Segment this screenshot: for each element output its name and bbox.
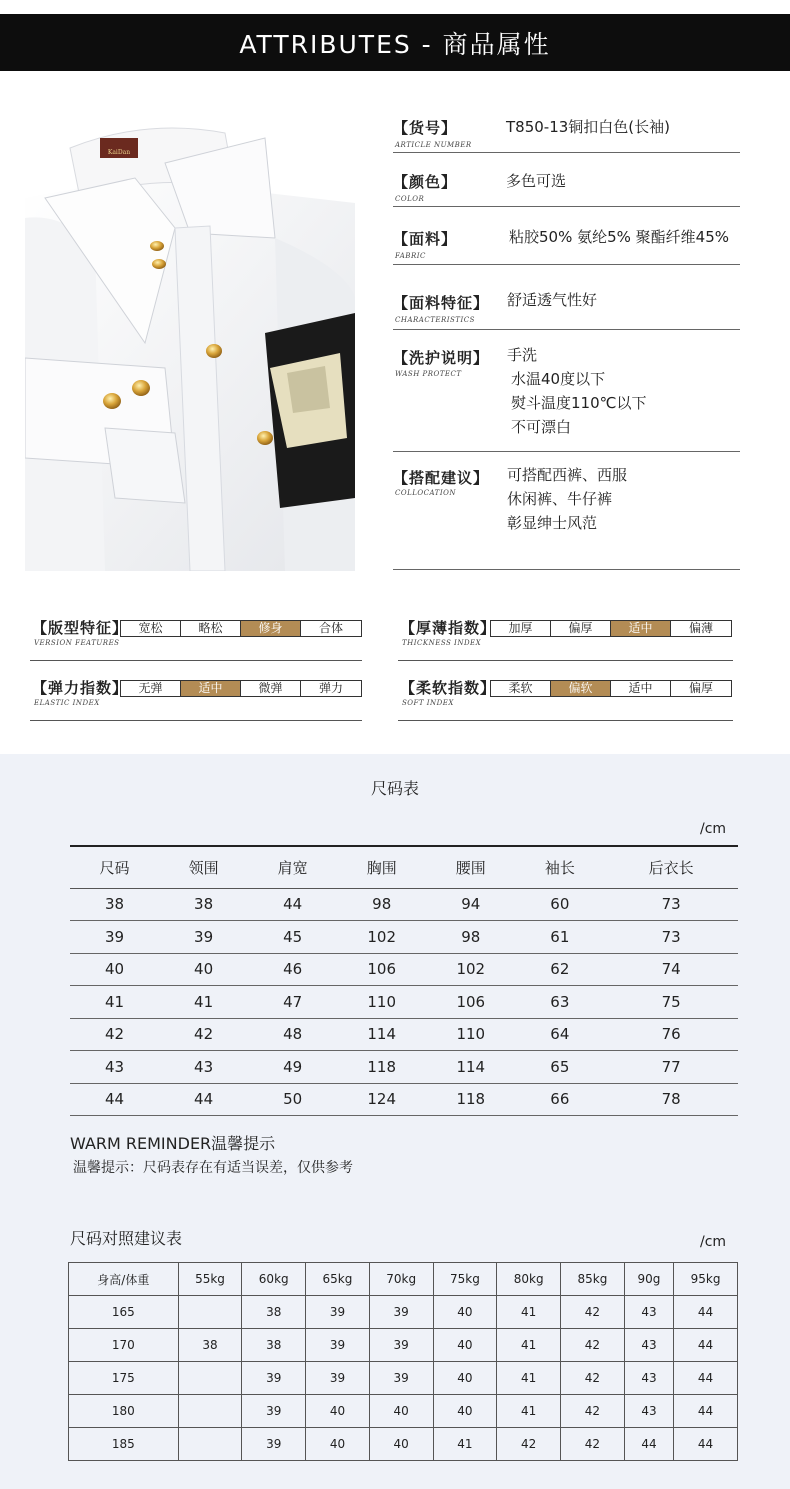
recommend-cell: 43 [624, 1296, 673, 1329]
recommend-cell: 44 [674, 1362, 738, 1395]
recommend-cell: 165 [69, 1296, 179, 1329]
recommend-cell: 40 [433, 1362, 497, 1395]
recommend-cell: 170 [69, 1329, 179, 1362]
recommend-cell: 39 [242, 1395, 306, 1428]
table-row [69, 1395, 738, 1428]
index-option: 略松 [181, 621, 241, 636]
table-row [69, 1362, 738, 1395]
size-cell: 102 [426, 953, 515, 986]
size-cell: 106 [337, 953, 426, 986]
recommend-cell: 40 [369, 1395, 433, 1428]
index-label: 【弹力指数】 [32, 679, 129, 697]
size-cell: 124 [337, 1083, 426, 1116]
recommend-header-cell: 80kg [497, 1263, 561, 1296]
size-header-cell: 袖长 [515, 846, 604, 888]
size-cell: 98 [426, 921, 515, 954]
size-cell: 39 [70, 921, 159, 954]
recommend-cell: 42 [561, 1296, 625, 1329]
size-cell: 44 [159, 1083, 248, 1116]
size-cell: 49 [248, 1051, 337, 1084]
recommend-cell: 39 [242, 1428, 306, 1461]
size-table-header-row [70, 846, 738, 888]
collar-button-icon [152, 259, 166, 269]
recommend-cell: 41 [497, 1395, 561, 1428]
size-header-cell: 肩宽 [248, 846, 337, 888]
recommend-header-cell: 65kg [306, 1263, 370, 1296]
recommend-cell: 39 [306, 1329, 370, 1362]
size-cell: 66 [515, 1083, 604, 1116]
recommend-cell: 40 [306, 1428, 370, 1461]
index-option: 合体 [318, 621, 343, 635]
recommend-header-cell: 60kg [242, 1263, 306, 1296]
table-row [70, 1051, 738, 1084]
size-cell: 65 [515, 1051, 604, 1084]
recommend-cell: 40 [369, 1428, 433, 1461]
size-cell: 42 [70, 1018, 159, 1051]
attribute-sublabel: ARTICLE NUMBER [395, 141, 472, 149]
placket-button-icon [257, 431, 273, 445]
size-cell: 47 [248, 986, 337, 1019]
recommend-cell: 39 [242, 1362, 306, 1395]
recommend-cell [178, 1428, 242, 1461]
attribute-sublabel: FABRIC [395, 252, 426, 260]
attribute-sublabel: COLLOCATION [395, 489, 456, 497]
index-sublabel: THICKNESS INDEX [402, 639, 482, 647]
attribute-wash-protect [393, 347, 740, 452]
recommend-cell: 42 [561, 1428, 625, 1461]
attribute-value [509, 225, 729, 249]
size-cell: 38 [70, 888, 159, 921]
index-option-selected: 修身 [241, 621, 301, 636]
attribute-value-line: 不可漂白 [511, 418, 572, 436]
table-row [70, 1083, 738, 1116]
size-cell: 78 [604, 1083, 738, 1116]
size-cell: 110 [426, 1018, 515, 1051]
recommend-header-cell: 75kg [433, 1263, 497, 1296]
attribute-fabric [393, 228, 740, 265]
index-options [490, 680, 732, 697]
size-cell: 114 [337, 1018, 426, 1051]
attribute-value-line: 彰显绅士风范 [507, 514, 598, 532]
recommend-cell: 42 [561, 1329, 625, 1362]
table-row [70, 921, 738, 954]
size-cell: 110 [337, 986, 426, 1019]
index-option: 弹力 [318, 681, 343, 695]
recommend-cell: 40 [433, 1329, 497, 1362]
recommend-cell: 39 [369, 1362, 433, 1395]
recommend-cell: 42 [497, 1428, 561, 1461]
recommend-header-cell: 95kg [674, 1263, 738, 1296]
size-cell: 63 [515, 986, 604, 1019]
index-option: 加厚 [491, 621, 551, 636]
attribute-color [393, 171, 740, 207]
recommend-cell: 41 [433, 1428, 497, 1461]
size-cell: 43 [70, 1051, 159, 1084]
recommend-header-cell: 55kg [178, 1263, 242, 1296]
table-row [70, 953, 738, 986]
index-options [120, 680, 362, 697]
recommend-cell [178, 1395, 242, 1428]
recommend-cell: 41 [497, 1296, 561, 1329]
placket-button-icon [206, 344, 222, 358]
product-photo [25, 108, 355, 571]
size-header-cell: 尺码 [70, 846, 159, 888]
table-row [70, 1018, 738, 1051]
size-cell: 60 [515, 888, 604, 921]
recommend-cell [178, 1296, 242, 1329]
recommend-cell: 40 [433, 1296, 497, 1329]
size-cell: 76 [604, 1018, 738, 1051]
recommend-cell: 40 [306, 1395, 370, 1428]
size-cell: 64 [515, 1018, 604, 1051]
size-cell: 41 [70, 986, 159, 1019]
size-cell: 45 [248, 921, 337, 954]
attribute-label: 【颜色】 [393, 173, 458, 191]
attribute-label: 【货号】 [393, 119, 458, 137]
recommend-cell: 44 [674, 1428, 738, 1461]
recommend-cell: 39 [306, 1296, 370, 1329]
size-cell: 40 [159, 953, 248, 986]
size-cell: 41 [159, 986, 248, 1019]
size-cell: 44 [248, 888, 337, 921]
size-cell: 74 [604, 953, 738, 986]
size-cell: 98 [337, 888, 426, 921]
recommend-cell: 185 [69, 1428, 179, 1461]
index-option-selected: 适中 [181, 681, 241, 696]
recommend-cell: 38 [242, 1329, 306, 1362]
table-row [70, 888, 738, 921]
table-row [69, 1296, 738, 1329]
index-sublabel: ELASTIC INDEX [34, 699, 100, 707]
size-cell: 118 [337, 1051, 426, 1084]
recommend-cell: 38 [178, 1329, 242, 1362]
size-cell: 40 [70, 953, 159, 986]
recommend-cell: 39 [306, 1362, 370, 1395]
size-cell: 77 [604, 1051, 738, 1084]
section-header [0, 14, 790, 71]
index-option: 偏厚 [551, 621, 611, 636]
index-sublabel: SOFT INDEX [402, 699, 454, 707]
size-cell: 94 [426, 888, 515, 921]
recommend-header-cell: 70kg [369, 1263, 433, 1296]
index-option-selected: 适中 [611, 621, 671, 636]
attribute-label: 【洗护说明】 [393, 349, 490, 367]
size-table-title: 尺码表 [370, 779, 419, 798]
recommend-table-unit: /cm [700, 1234, 727, 1250]
attribute-value-line: 可搭配西裤、西服 [507, 466, 628, 484]
index-label: 【厚薄指数】 [400, 619, 497, 637]
size-header-cell: 领围 [159, 846, 248, 888]
size-cell: 118 [426, 1083, 515, 1116]
brand-label-text: KaiDan [107, 149, 131, 156]
recommend-cell: 38 [242, 1296, 306, 1329]
attribute-value [506, 115, 670, 139]
index-sublabel: VERSION FEATURES [34, 639, 120, 647]
size-cell: 43 [159, 1051, 248, 1084]
attribute-label: 【面料特征】 [393, 294, 490, 312]
table-row [69, 1329, 738, 1362]
attribute-sublabel: COLOR [395, 195, 425, 203]
size-cell: 61 [515, 921, 604, 954]
recommend-cell: 44 [674, 1329, 738, 1362]
recommend-table-title: 尺码对照建议表 [70, 1229, 183, 1248]
recommend-cell: 41 [497, 1329, 561, 1362]
recommend-cell: 175 [69, 1362, 179, 1395]
index-version-features [30, 617, 362, 661]
size-table-unit: /cm [700, 821, 727, 837]
recommend-cell: 180 [69, 1395, 179, 1428]
index-thickness [398, 617, 733, 661]
recommend-cell: 43 [624, 1362, 673, 1395]
attribute-value-line: 粘胶50% 氨纶5% 聚酯纤维45% [509, 228, 730, 246]
attribute-article-number [393, 117, 740, 153]
recommend-header-cell: 90g [624, 1263, 673, 1296]
recommend-cell: 43 [624, 1395, 673, 1428]
recommend-cell: 42 [561, 1395, 625, 1428]
attribute-value-line: 熨斗温度110℃以下 [511, 394, 647, 412]
attribute-value-line: 手洗 [507, 346, 538, 364]
attribute-value-line: 多色可选 [506, 172, 567, 190]
attribute-value [506, 169, 566, 193]
table-row [69, 1428, 738, 1461]
attribute-characteristics [393, 292, 740, 330]
recommend-cell: 44 [674, 1296, 738, 1329]
recommend-table [68, 1262, 738, 1461]
reminder-title: WARM REMINDER温馨提示 [70, 1134, 276, 1153]
index-label: 【柔软指数】 [400, 679, 497, 697]
size-cell: 114 [426, 1051, 515, 1084]
index-option-selected: 偏软 [551, 681, 611, 696]
attribute-value-line: 水温40度以下 [511, 370, 606, 388]
size-table [70, 845, 738, 1116]
size-cell: 75 [604, 986, 738, 1019]
recommend-cell: 40 [433, 1395, 497, 1428]
recommend-cell: 39 [369, 1329, 433, 1362]
size-header-cell: 后衣长 [604, 846, 738, 888]
size-header-cell: 腰围 [426, 846, 515, 888]
index-option: 偏薄 [688, 621, 713, 635]
size-header-cell: 胸围 [337, 846, 426, 888]
attribute-label: 【搭配建议】 [393, 469, 490, 487]
index-elastic [30, 677, 362, 721]
size-cell: 73 [604, 921, 738, 954]
size-cell: 38 [159, 888, 248, 921]
attribute-label: 【面料】 [393, 230, 458, 248]
attribute-value [507, 463, 627, 535]
recommend-cell: 39 [369, 1296, 433, 1329]
table-row [70, 986, 738, 1019]
size-cell: 102 [337, 921, 426, 954]
size-cell: 39 [159, 921, 248, 954]
cufflink-icon [132, 380, 150, 396]
recommend-cell: 43 [624, 1329, 673, 1362]
attribute-value [507, 288, 597, 312]
white-shirt-illustration [25, 108, 355, 571]
attribute-sublabel: CHARACTERISTICS [395, 316, 475, 324]
recommend-cell: 44 [624, 1428, 673, 1461]
recommend-cell: 42 [561, 1362, 625, 1395]
attribute-collocation [393, 467, 740, 570]
index-option: 宽松 [121, 621, 181, 636]
recommend-cell: 41 [497, 1362, 561, 1395]
index-label: 【版型特征】 [32, 619, 129, 637]
recommend-header-cell: 身高/体重 [69, 1263, 179, 1296]
size-cell: 50 [248, 1083, 337, 1116]
size-cell: 44 [70, 1083, 159, 1116]
reminder-text: 温馨提示：尺码表存在有适当误差，仅供参考 [73, 1160, 353, 1176]
size-cell: 42 [159, 1018, 248, 1051]
size-cell: 62 [515, 953, 604, 986]
size-cell: 73 [604, 888, 738, 921]
recommend-header-cell: 85kg [561, 1263, 625, 1296]
size-cell: 46 [248, 953, 337, 986]
recommend-cell: 44 [674, 1395, 738, 1428]
index-option: 无弹 [121, 681, 181, 696]
recommend-table-header-row [69, 1263, 738, 1296]
index-option: 微弹 [241, 681, 301, 696]
attribute-value-line: 休闲裤、牛仔裤 [507, 490, 613, 508]
section-title: ATTRIBUTES - 商品属性 [239, 29, 551, 59]
index-option: 适中 [611, 681, 671, 696]
collar-button-icon [150, 241, 164, 251]
size-cell: 106 [426, 986, 515, 1019]
attribute-value-line: 舒适透气性好 [507, 291, 598, 309]
index-options [490, 620, 732, 637]
size-cell: 48 [248, 1018, 337, 1051]
index-soft [398, 677, 733, 721]
index-option: 偏厚 [688, 681, 713, 695]
attribute-sublabel: WASH PROTECT [395, 370, 462, 378]
attribute-value [507, 343, 646, 439]
index-option: 柔软 [491, 681, 551, 696]
attribute-value-line: T850-13铜扣白色(长袖) [506, 118, 670, 136]
recommend-cell [178, 1362, 242, 1395]
index-options [120, 620, 362, 637]
cufflink-icon [103, 393, 121, 409]
